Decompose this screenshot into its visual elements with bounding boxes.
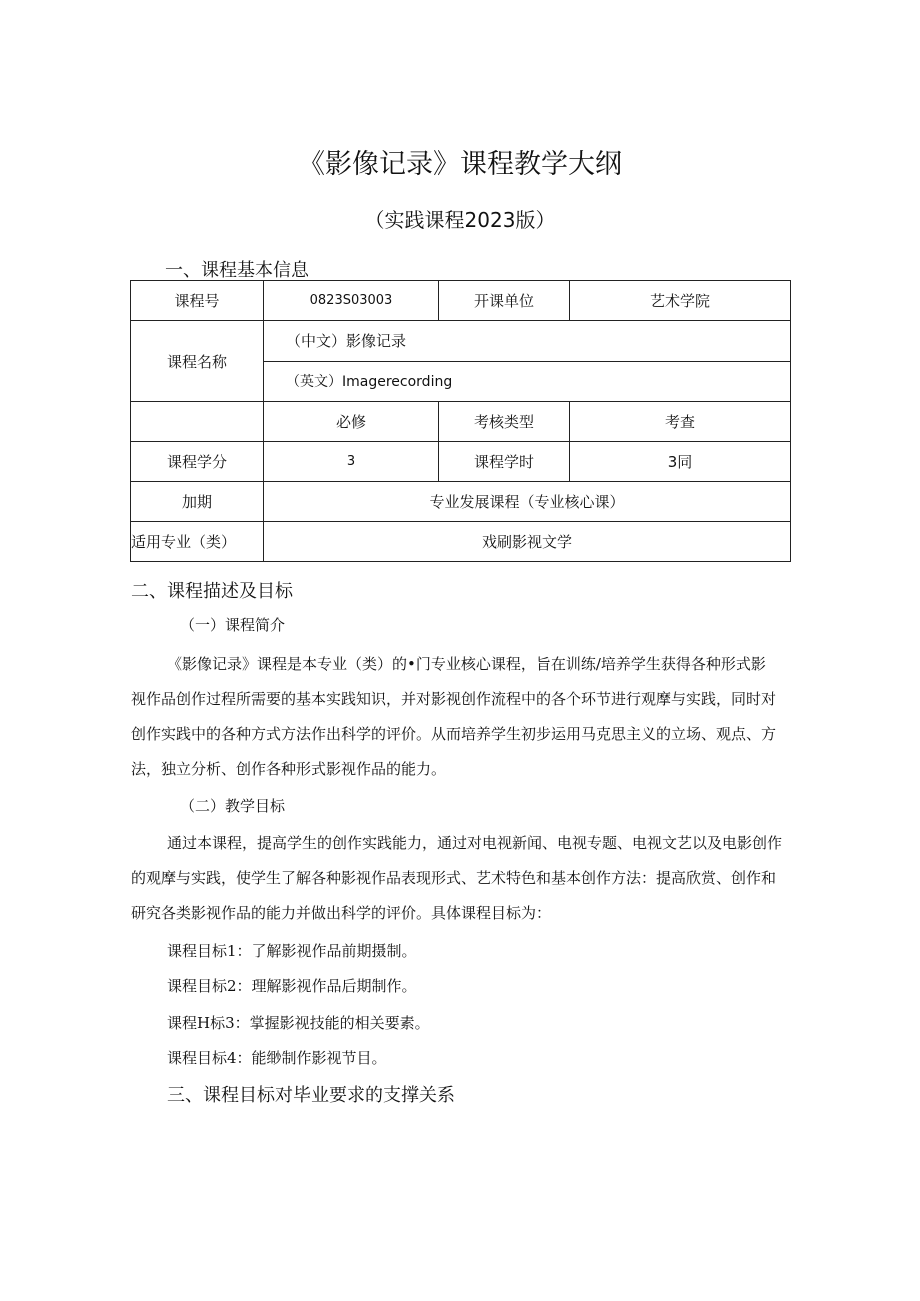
goals-line: 的观摩与实践，使学生了解各种影视作品表现形式、艺术特色和基本创作方法：提高欣赏、创作和 xyxy=(131,869,777,887)
goals-paragraph xyxy=(131,826,791,931)
exam-type-label: 考核类型 xyxy=(439,402,570,442)
table-row xyxy=(131,402,791,442)
exam-type-value: 考查 xyxy=(570,402,791,442)
section-heading-basic-info: 一、课程基本信息 xyxy=(165,260,309,281)
table-row xyxy=(131,442,791,482)
empty-cell xyxy=(131,402,264,442)
hours-value: 3同 xyxy=(570,442,791,482)
period-label: 加期 xyxy=(131,482,264,522)
course-name-cn: （中文）影像记录 xyxy=(264,321,791,362)
page-title: 《影像记录》课程教学大纲 xyxy=(298,149,622,180)
period-value: 专业发展课程（专业核心课） xyxy=(264,482,791,522)
goals-line: 研究各类影视作品的能力并做出科学的评价。具体课程目标为： xyxy=(131,904,552,922)
goal-item: 课程目标4：能缈制作影视节目。 xyxy=(167,1049,387,1067)
goal-item: 课程目标1：了解影视作品前期摄制。 xyxy=(167,942,417,960)
intro-paragraph xyxy=(131,647,791,787)
course-info-table xyxy=(130,280,791,562)
hours-label: 课程学时 xyxy=(439,442,570,482)
course-name-label: 课程名称 xyxy=(131,321,264,402)
dept-value: 艺术学院 xyxy=(570,281,791,321)
credits-label: 课程学分 xyxy=(131,442,264,482)
table-row xyxy=(131,281,791,321)
required-value: 必修 xyxy=(264,402,439,442)
intro-line: 视作品创作过程所需要的基本实践知识，并对影视创作流程中的各个环节进行观摩与实践，同时对 xyxy=(131,690,777,708)
intro-subheading: （一）课程简介 xyxy=(180,616,286,634)
page-subtitle: （实践课程2023版） xyxy=(364,208,556,232)
intro-line: 《影像记录》课程是本专业（类）的•门专业核心课程，旨在训练/培养学生获得各种形式影 xyxy=(167,655,766,673)
course-name-en: （英文）Imagerecording xyxy=(264,361,791,402)
dept-label: 开课单位 xyxy=(439,281,570,321)
goals-line: 通过本课程，提高学生的创作实践能力，通过对电视新闻、电视专题、电视文艺以及电影创作 xyxy=(167,834,783,852)
section-heading-description: 二、课程描述及目标 xyxy=(131,581,293,602)
goal-item: 课程目标2：理解影视作品后期制作。 xyxy=(167,977,417,995)
section-heading-support: 三、课程目标对毕业要求的支撑关系 xyxy=(167,1085,455,1106)
course-no-value: 0823S03003 xyxy=(264,281,439,321)
table-row xyxy=(131,321,791,362)
goal-item: 课程H标3：掌握影视技能的相关要素。 xyxy=(167,1014,430,1032)
table-row xyxy=(131,482,791,522)
credits-value: 3 xyxy=(264,442,439,482)
intro-line: 创作实践中的各种方式方法作出科学的评价。从而培养学生初步运用马克思主义的立场、观点、方 xyxy=(131,725,777,743)
intro-line: 法，独立分析、创作各种形式影视作品的能力。 xyxy=(131,760,447,778)
course-no-label: 课程号 xyxy=(131,281,264,321)
major-value: 戏刷影视文学 xyxy=(264,522,791,562)
major-label: 适用专业（类） xyxy=(131,522,264,562)
goals-subheading: （二）教学目标 xyxy=(180,797,286,815)
table-row xyxy=(131,522,791,562)
